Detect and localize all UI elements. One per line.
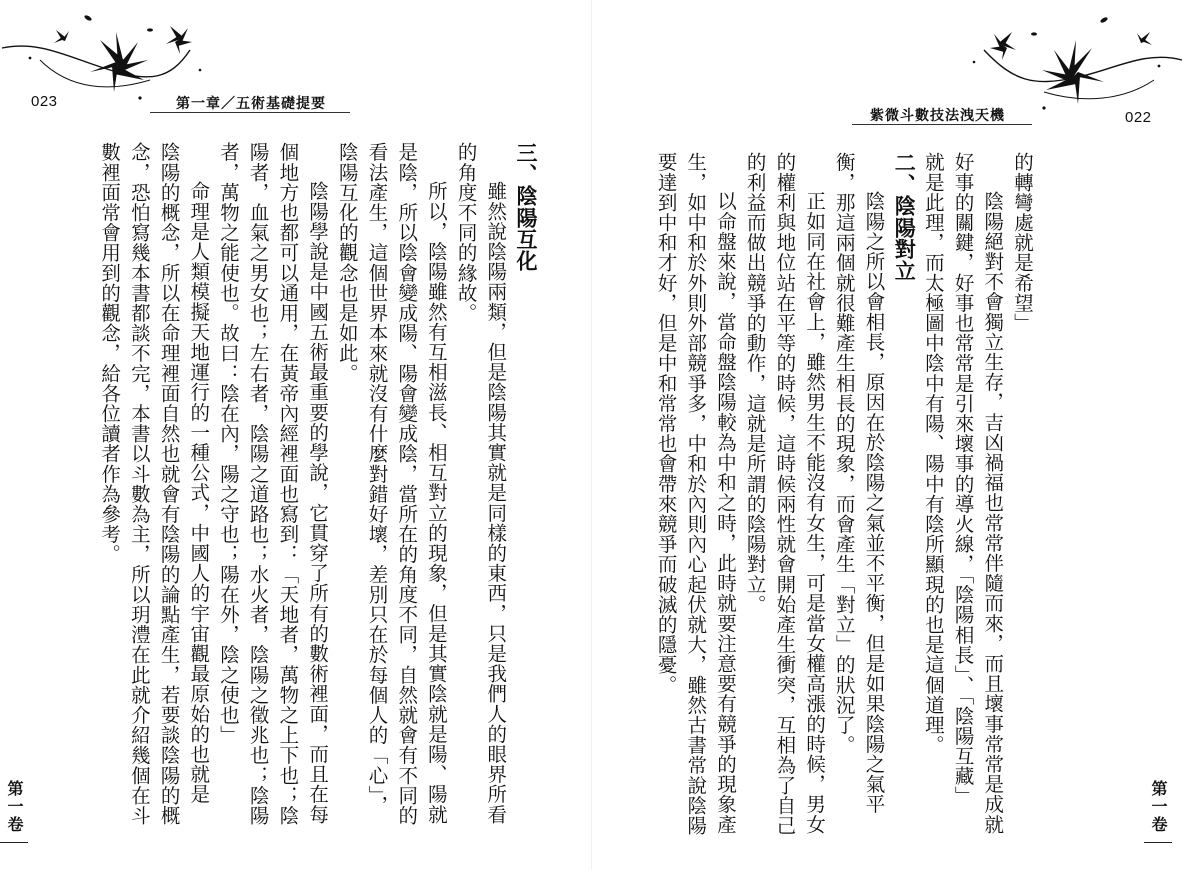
text-column: 衡，那這兩個就很難產生相長的現象，而會產生「對立」的狀況了。 bbox=[832, 152, 856, 755]
volume-label: 第一卷 bbox=[5, 780, 24, 834]
page-number: 023 bbox=[31, 93, 58, 110]
text-column: 個地方也都可以通用，在黃帝內經裡面也寫到：「天地者，萬物之上下也；陰 bbox=[276, 142, 300, 826]
text-column: 的權利與地位站在平等的時候，這時候兩性就會開始產生衝突，互相為了自己 bbox=[773, 152, 797, 836]
text-column: 的轉彎處就是希望」 bbox=[1011, 152, 1034, 333]
text-column: 陰陽互化的觀念也是如此。 bbox=[335, 142, 359, 384]
text-column: 看法產生，這個世界本來就沒有什麼對錯好壞，差別只在於每個人的「心」， bbox=[365, 142, 389, 816]
right-page bbox=[592, 0, 1184, 870]
section-heading: 三、陰陽互化 bbox=[514, 142, 538, 272]
text-column: 的利益而做出競爭的動作，這就是所謂的陰陽對立。 bbox=[743, 152, 767, 615]
text-column: 是陰，所以陰會變成陽、陽會變成陰，當所在的角度不同，自然就會有不同的 bbox=[395, 142, 419, 826]
volume-rule bbox=[1144, 842, 1172, 843]
left-page-body bbox=[94, 142, 540, 842]
text-column: 所以，陰陽雖然有互相滋長、相互對立的現象，但是其實陰就是陽、陽就 bbox=[424, 181, 448, 825]
text-column: 陰陽學說是中國五術最重要的學說，它貫穿了所有的數術裡面，而且在每 bbox=[306, 181, 330, 825]
page-number: 022 bbox=[1125, 109, 1152, 126]
text-column: 的角度不同的緣故。 bbox=[454, 142, 478, 323]
header-rule bbox=[852, 124, 1032, 125]
text-column: 陽者，血氣之男女也；左右者，陰陽之道路也；水火者，陰陽之徵兆也；陰陽 bbox=[246, 142, 270, 826]
floral-ornament-right bbox=[944, 0, 1184, 120]
running-title: 第一章／五術基礎提要 bbox=[176, 96, 326, 112]
text-column: 陰陽的概念，所以在命理裡面自然也就會有陰陽的論點產生，若要談陰陽的概 bbox=[157, 142, 181, 826]
text-column: 好事的關鍵，好事也常常是引來壞事的導火線，「陰陽相長」、「陰陽互藏」 bbox=[951, 152, 975, 807]
text-column: 念，恐怕寫幾本書都談不完，本書以斗數為主，所以玥澧在此就介紹幾個在斗 bbox=[127, 142, 151, 826]
volume-rule bbox=[0, 842, 28, 843]
section-heading: 二、陰陽對立 bbox=[892, 152, 917, 282]
text-column: 陰陽絕對不會獨立生存，吉凶禍福也常常伴隨而來，而且壞事常常是成就 bbox=[981, 191, 1005, 835]
text-column: 數裡面常會用到的觀念，給各位讀者作為參考。 bbox=[98, 142, 122, 565]
text-column: 以命盤來說，當命盤陰陽較為中和之時，此時就要注意要有競爭的現象產 bbox=[713, 191, 737, 835]
text-column: 正如同在社會上，雖然男生不能沒有女生，可是當女權高漲的時候，男女 bbox=[803, 191, 827, 835]
text-column: 雖然說陰陽兩類，但是陰陽其實就是同樣的東西，只是我們人的眼界所看 bbox=[484, 181, 508, 825]
text-column: 要達到中和才好，但是中和常常也會帶來競爭而破滅的隱憂。 bbox=[654, 152, 678, 695]
text-column: 者，萬物之能使也。故曰：陰在內，陽之守也；陽在外，陰之使也」 bbox=[216, 142, 240, 745]
text-column: 命理是人類模擬天地運行的一種公式，中國人的宇宙觀最原始的也就是 bbox=[187, 181, 211, 805]
volume-label: 第一卷 bbox=[1149, 780, 1168, 834]
running-title: 紫微斗數技法洩天機 bbox=[870, 108, 1005, 124]
header-rule bbox=[150, 112, 350, 113]
text-column: 陰陽之所以會相長，原因在於陰陽之氣並不平衡，但是如果陰陽之氣平 bbox=[862, 191, 886, 815]
text-column: 就是此理，而太極圖中陰中有陽、陽中有陰所顯現的也是這個道理。 bbox=[921, 152, 945, 755]
right-page-body bbox=[651, 152, 1076, 852]
text-column: 生，如中和於外則外部競爭多，中和於內則內心起伏就大，雖然古書常說陰陽 bbox=[684, 152, 708, 836]
